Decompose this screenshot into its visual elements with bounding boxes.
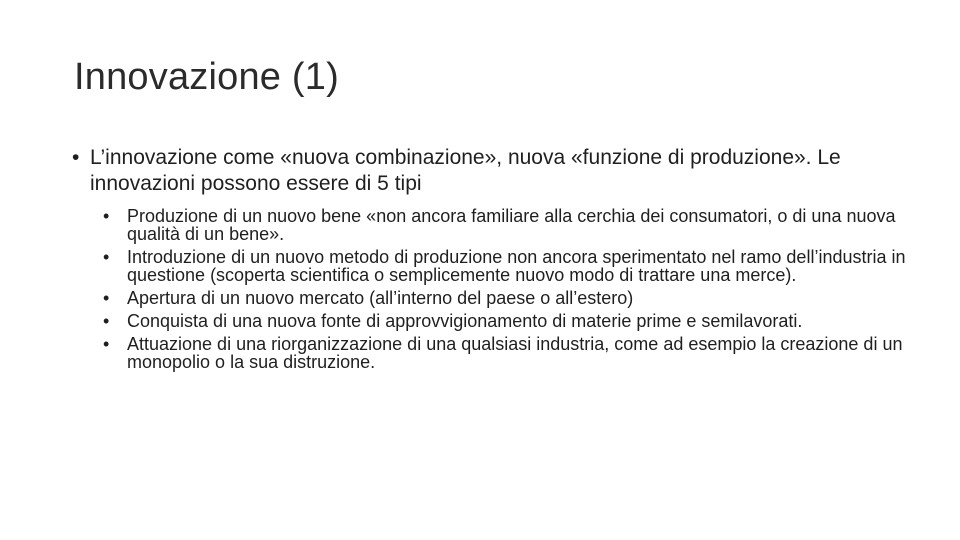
sub-bullet-list: [103, 207, 912, 371]
slide-body: [72, 145, 912, 376]
main-point-text: L’innovazione come «nuova combinazione», nuova «funzione di produzione». Le innovazioni possono essere di 5 tipi: [90, 146, 841, 195]
bullet-icon: •: [103, 247, 110, 267]
list-item: [103, 248, 912, 284]
list-item: [103, 312, 912, 330]
sub-point-text: Apertura di un nuovo mercato (all’interno del paese o all’estero): [127, 288, 634, 308]
bullet-icon: •: [103, 311, 110, 331]
bullet-icon: •: [103, 206, 110, 226]
sub-point-text: Produzione di un nuovo bene «non ancora familiare alla cerchia dei consumatori, o di una nuova qualità di un bene».: [127, 206, 896, 244]
sub-point-text: Conquista di una nuova fonte di approvvigionamento di materie prime e semilavorati.: [127, 311, 803, 331]
main-bullet-point: [72, 145, 912, 197]
list-item: [103, 207, 912, 243]
slide-title: Innovazione (1): [74, 56, 339, 98]
bullet-icon: •: [72, 146, 80, 169]
list-item: [103, 335, 912, 371]
sub-point-text: Attuazione di una riorganizzazione di una qualsiasi industria, come ad esempio la creazione di un monopolio o la sua distruzione.: [127, 334, 903, 372]
list-item: [103, 289, 912, 307]
bullet-icon: •: [103, 334, 110, 354]
sub-point-text: Introduzione di un nuovo metodo di produzione non ancora sperimentato nel ramo dell’industria in questione (scoperta scientifica o semplicemente nuovo modo di trattare una merce).: [127, 247, 906, 285]
bullet-icon: •: [103, 288, 110, 308]
